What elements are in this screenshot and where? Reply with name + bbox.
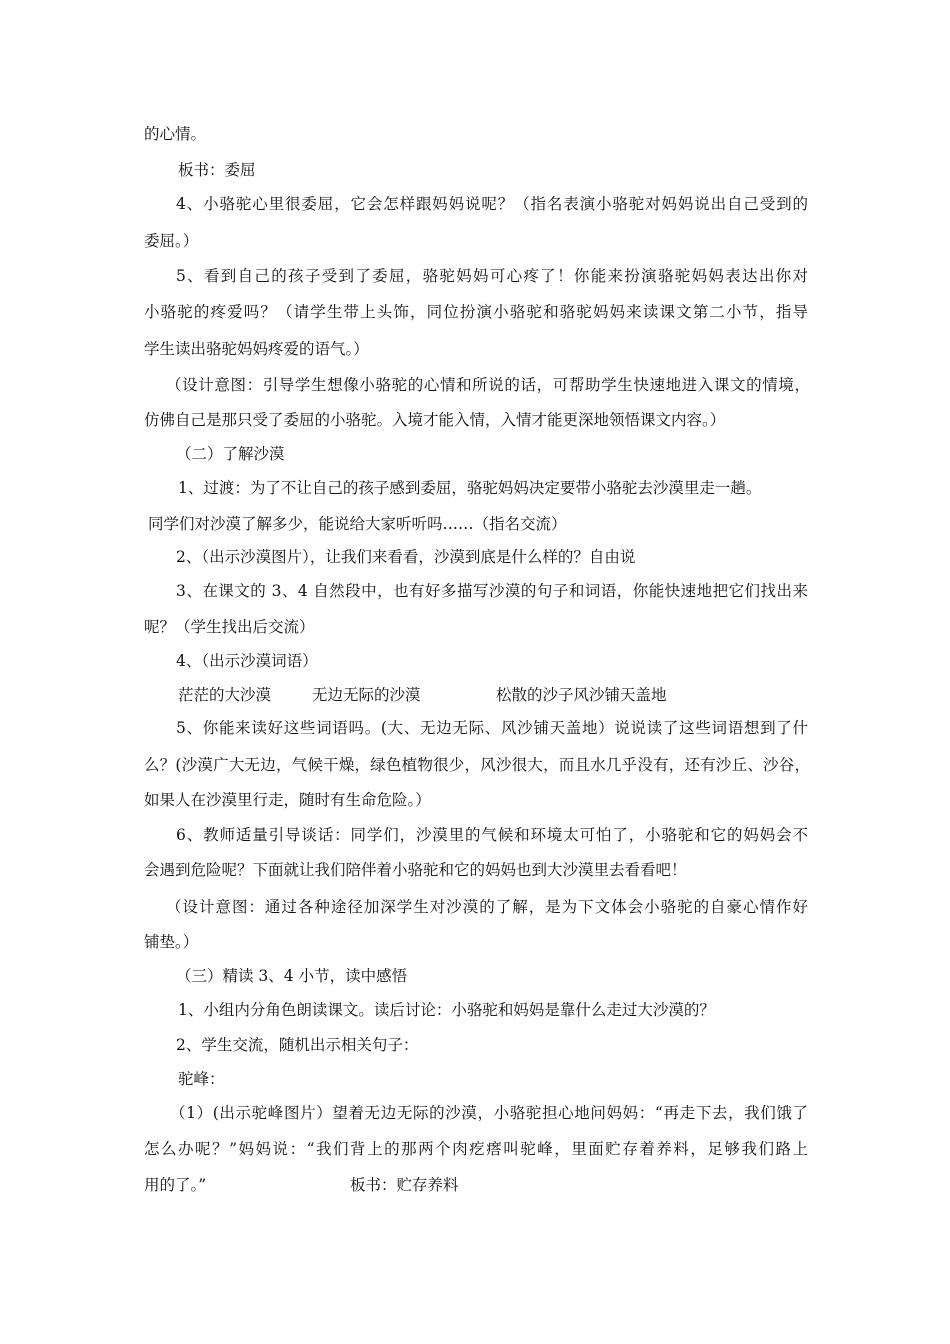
text-line-1: 的心情。 [144, 125, 207, 143]
text-line-11: 1、过渡：为了不让自己的孩子感到委屈，骆驼妈妈决定要带小骆驼去沙漠里走一趟。 [178, 479, 762, 497]
text-line-20: 5、你能来读好这些词语吗。(大、无边无际、风沙铺天盖地）说说读了这些词语想到了什 [176, 719, 808, 737]
text-line-21: 么？(沙漠广大无边，气候干燥，绿色植物很少，风沙很大，而且水几乎没有，还有沙丘、沙谷， [144, 756, 810, 774]
text-line-31: （1）(出示驼峰图片）望着无边无际的沙漠，小骆驼担心地问妈妈：“再走下去，我们饿了 [170, 1104, 808, 1122]
text-line-3: 4、小骆驼心里很委屈，它会怎样跟妈妈说呢？（指名表演小骆驼对妈妈说出自己受到的 [176, 195, 808, 213]
text-line-7: 学生读出骆驼妈妈疼爱的语气。） [144, 340, 369, 358]
text-line-32: 怎么办呢？”妈妈说：“我们背上的那两个肉疙瘩叫驼峰，里面贮存着养料，足够我们路上 [144, 1140, 808, 1158]
text-line-13: 2、（出示沙漠图片），让我们来看看，沙漠到底是什么样的？自由说 [176, 548, 636, 566]
text-line-30: 驼峰： [178, 1070, 225, 1088]
text-line-12: 同学们对沙漠了解多少，能说给大家听听吗……（指名交流） [148, 515, 567, 533]
text-line-29: 2、学生交流，随机出示相关句子： [176, 1036, 419, 1054]
text-line-28: 1、小组内分角色朗读课文。读后讨论：小骆驼和妈妈是靠什么走过大沙漠的？ [178, 1001, 715, 1019]
word-1: 茫茫的大沙漠 [178, 686, 272, 704]
board-note: 板书：贮存养料 [350, 1176, 459, 1194]
text-line-14: 3、在课文的 3、4 自然段中，也有好多描写沙漠的句子和词语，你能快速地把它们找出来 [176, 582, 808, 600]
text-line-2: 板书：委屈 [178, 161, 256, 179]
text-line-22: 如果人在沙漠里行走，随时有生命危险。） [144, 791, 431, 809]
text-line-25: （设计意图：通过各种途径加深学生对沙漠的了解，是为下文体会小骆驼的自豪心情作好 [166, 898, 808, 916]
text-line-24: 会遇到危险呢？下面就让我们陪伴着小骆驼和它的妈妈也到大沙漠里去看看吧！ [144, 861, 687, 879]
text-line-16: 4、（出示沙漠词语） [176, 652, 318, 670]
word-3: 松散的沙子风沙铺天盖地 [496, 686, 667, 704]
text-line-26: 铺垫。） [144, 933, 199, 951]
text-line-4: 委屈。） [144, 232, 199, 250]
text-line-5: 5、看到自己的孩子受到了委屈，骆驼妈妈可心疼了！你能来扮演骆驼妈妈表达出你对 [176, 267, 808, 285]
text-line-6: 小骆驼的疼爱吗？（请学生带上头饰，同位扮演小骆驼和骆驼妈妈来读课文第二小节，指导 [144, 303, 808, 321]
section-heading-2: （二）了解沙漠 [176, 445, 285, 463]
text-line-8: （设计意图：引导学生想像小骆驼的心情和所说的话，可帮助学生快速地进入课文的情境， [166, 376, 810, 394]
section-heading-3: （三）精读 3、4 小节，读中感悟 [176, 967, 408, 985]
word-2: 无边无际的沙漠 [312, 686, 421, 704]
text-line-33: 用的了。” [144, 1176, 207, 1194]
text-line-9: 仿佛自己是那只受了委屈的小骆驼。入境才能入情，入情才能更深地领悟课文内容。） [144, 411, 726, 429]
text-line-23: 6、教师适量引导谈话：同学们，沙漠里的气候和环境太可怕了，小骆驼和它的妈妈会不 [176, 826, 808, 844]
text-line-15: 呢？（学生找出后交流） [144, 618, 315, 636]
